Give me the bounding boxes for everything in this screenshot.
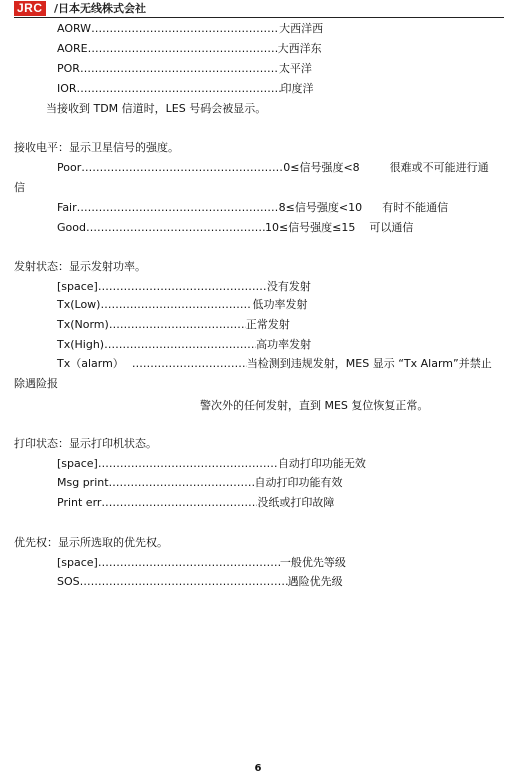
les-code: AORW bbox=[57, 22, 92, 35]
print-code: Print err bbox=[57, 496, 102, 509]
signal-code: Poor bbox=[57, 161, 82, 174]
signal-code: Fair bbox=[57, 201, 77, 214]
leader-dots bbox=[132, 356, 247, 372]
tx-wrap-1: 除遇险报 bbox=[14, 377, 58, 390]
priority-row-space bbox=[57, 555, 346, 571]
signal-desc: 可以通信 bbox=[369, 221, 414, 234]
les-row-ior bbox=[57, 81, 314, 97]
les-desc: 印度洋 bbox=[280, 82, 314, 95]
tx-code: [space] bbox=[57, 280, 98, 293]
les-row-aorw bbox=[57, 21, 323, 37]
leader-dots bbox=[100, 297, 252, 313]
leader-dots bbox=[88, 41, 278, 57]
tx-row-low bbox=[57, 297, 307, 313]
tx-code: Tx（alarm） bbox=[57, 357, 124, 370]
priority-desc: 一般优先等级 bbox=[279, 556, 346, 569]
leader-dots bbox=[104, 337, 256, 353]
tx-row-alarm bbox=[57, 356, 492, 372]
print-desc: 自动打印功能有效 bbox=[254, 476, 343, 489]
les-desc: 大西洋西 bbox=[279, 22, 324, 35]
leader-dots bbox=[80, 574, 288, 590]
page-number: 6 bbox=[254, 763, 262, 774]
leader-dots bbox=[98, 279, 267, 295]
print-desc: 没纸或打印故障 bbox=[257, 496, 335, 509]
tx-code: Tx(Low) bbox=[57, 298, 101, 311]
tx-desc: 高功率发射 bbox=[256, 338, 312, 351]
header-rule bbox=[14, 17, 504, 18]
signal-row-good bbox=[57, 220, 413, 236]
les-desc: 大西洋东 bbox=[277, 42, 322, 55]
print-row-space bbox=[57, 456, 366, 472]
signal-range: 0≤信号强度<8 bbox=[283, 161, 360, 174]
leader-dots bbox=[98, 555, 280, 571]
leader-dots bbox=[86, 220, 265, 236]
leader-dots bbox=[98, 456, 278, 472]
les-row-por bbox=[57, 61, 312, 77]
signal-row-fair bbox=[57, 200, 448, 216]
signal-row-poor bbox=[57, 160, 489, 176]
print-desc: 自动打印功能无效 bbox=[277, 457, 366, 470]
signal-code: Good bbox=[57, 221, 86, 234]
signal-range: 8≤信号强度<10 bbox=[278, 201, 363, 214]
signal-desc: 很难或不可能进行通 bbox=[389, 161, 489, 174]
print-heading: 打印状态：显示打印机状态。 bbox=[14, 437, 157, 450]
print-row-err bbox=[57, 495, 334, 511]
leader-dots bbox=[81, 160, 283, 176]
signal-heading: 接收电平：显示卫星信号的强度。 bbox=[14, 141, 179, 154]
print-row-msg bbox=[57, 475, 343, 491]
signal-wrap: 信 bbox=[14, 181, 25, 194]
priority-row-sos bbox=[57, 574, 343, 590]
print-code: Msg print bbox=[57, 476, 109, 489]
tx-code: Tx(Norm) bbox=[57, 318, 109, 331]
tx-row-space bbox=[57, 279, 311, 295]
signal-desc: 有时不能通信 bbox=[382, 201, 449, 214]
leader-dots bbox=[77, 200, 279, 216]
les-row-aore bbox=[57, 41, 322, 57]
tx-desc: 没有发射 bbox=[266, 280, 311, 293]
tx-desc: 低功率发射 bbox=[252, 298, 308, 311]
print-code: [space] bbox=[57, 457, 98, 470]
tx-heading: 发射状态：显示发射功率。 bbox=[14, 260, 146, 273]
priority-code: SOS bbox=[57, 575, 80, 588]
priority-heading: 优先权：显示所选取的优先权。 bbox=[14, 536, 168, 549]
company-name: /日本无线株式会社 bbox=[54, 2, 147, 15]
tx-desc: 正常发射 bbox=[245, 318, 290, 331]
leader-dots bbox=[80, 61, 279, 77]
tx-wrap-2: 警次外的任何发射，直到 MES 复位恢复正常。 bbox=[200, 399, 429, 412]
les-code: POR bbox=[57, 62, 80, 75]
leader-dots bbox=[101, 495, 257, 511]
les-desc: 太平洋 bbox=[278, 62, 312, 75]
jrc-logo: JRC bbox=[14, 1, 46, 16]
leader-dots bbox=[109, 317, 246, 333]
leader-dots bbox=[77, 81, 281, 97]
signal-range: 10≤信号强度≤15 bbox=[264, 221, 356, 234]
priority-code: [space] bbox=[57, 556, 98, 569]
leader-dots bbox=[91, 21, 279, 37]
tx-row-norm bbox=[57, 317, 290, 333]
priority-desc: 遇险优先级 bbox=[287, 575, 343, 588]
tx-code: Tx(High) bbox=[57, 338, 105, 351]
tx-row-high bbox=[57, 337, 311, 353]
leader-dots bbox=[109, 475, 255, 491]
les-note: 当接收到 TDM 信道时，LES 号码会被显示。 bbox=[46, 102, 267, 115]
les-code: IOR bbox=[57, 82, 77, 95]
tx-desc: 当检测到违规发射，MES 显示 “Tx Alarm”并禁止 bbox=[246, 357, 492, 370]
page-header bbox=[14, 1, 504, 19]
les-code: AORE bbox=[57, 42, 88, 55]
